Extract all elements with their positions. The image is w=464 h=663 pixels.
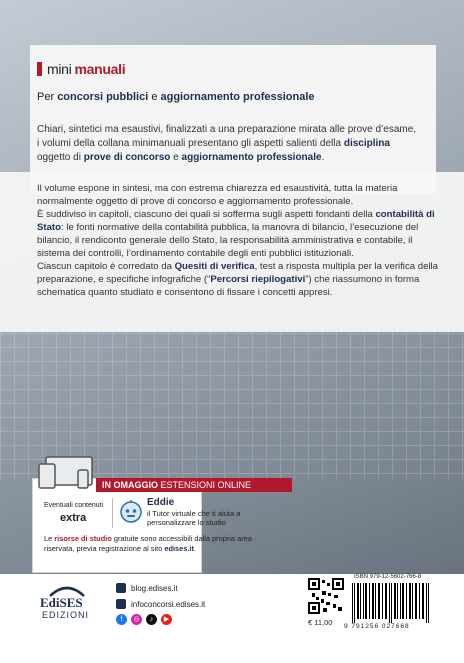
robot-icon [119, 500, 143, 526]
intro-paragraph [37, 123, 421, 165]
infoconcorsi-link-text: infoconcorsi.edises.it [131, 599, 206, 609]
price: € 11,00 [308, 618, 333, 627]
eddie-title: Eddie [147, 497, 175, 508]
publisher-sub: EDIZIONI [42, 610, 90, 620]
series-logo-mini: mini [47, 61, 72, 77]
social-icons [116, 614, 172, 625]
p3-text-c: ”) che riassumono in forma schematica quanto studiato e consentono di fissare i concetti appresi. [37, 274, 420, 298]
risorse-end: . [193, 543, 196, 553]
extra-caption: Eventuali contenuti [44, 502, 104, 509]
tagline-prefix: Per [37, 91, 58, 103]
risorse-site-link[interactable]: edises.it [164, 543, 194, 553]
risorse-bold: risorse di studio [54, 534, 112, 543]
intro-text-2: oggetto di [37, 152, 84, 163]
intro-bold-3: aggiornamento professionale [181, 152, 322, 163]
omaggio-banner [96, 478, 292, 492]
youtube-icon[interactable]: ▶ [161, 614, 172, 625]
publisher-name: EdiSES [40, 595, 83, 610]
info-icon [116, 599, 126, 609]
qr-code [308, 578, 344, 614]
tagline [37, 91, 315, 103]
tagline-mid: e [148, 91, 161, 103]
series-logo-mark [37, 62, 42, 76]
description-text [37, 182, 445, 299]
infoconcorsi-link[interactable] [116, 599, 205, 609]
p2-bold: contabilità di Stato [37, 209, 435, 233]
instagram-icon[interactable]: ◎ [131, 614, 142, 625]
description-p3 [37, 260, 445, 299]
description-p2 [37, 208, 445, 260]
p3-text-a: Ciascun capitolo è corredato da [37, 261, 175, 272]
isbn: ISBN 979-12-5602-766-8 [354, 574, 422, 580]
intro-text-3: e [170, 152, 182, 163]
risorse-mid: gratuite sono accessibili dalla propria area riservata, previa registrazione al sito [44, 534, 252, 553]
omaggio-rest: ESTENSIONI ONLINE [158, 480, 252, 490]
risorse-note [44, 534, 284, 553]
tagline-bold-1: concorsi pubblici [57, 91, 149, 103]
description-p1: Il volume espone in sintesi, ma con estrema chiarezza ed esaustività, tutta la materia normalmente oggetto di prove di concorso e aggiornamento professionale. [37, 183, 398, 207]
devices-icon [38, 456, 98, 490]
extra-label: extra [60, 512, 87, 524]
blog-icon [116, 583, 126, 593]
p3-bold-2: Percorsi riepilogativi [210, 274, 306, 285]
tagline-bold-2: aggiornamento professionale [160, 91, 315, 103]
omaggio-bold: IN OMAGGIO [102, 480, 158, 490]
p3-bold-1: Quesiti di verifica [174, 261, 255, 272]
intro-text-1: Chiari, sintetici ma esaustivi, finalizzati a una preparazione mirata alle prove d’esame, i volumi della collana minimanuali presentano gli aspetti salienti della [37, 124, 417, 149]
p2-text-a: È suddiviso in capitoli, ciascuno dei quali si sofferma sugli aspetti fondanti della [37, 209, 376, 220]
intro-text-4: . [321, 152, 325, 163]
intro-bold-2: prove di concorso [83, 152, 171, 163]
series-logo [37, 61, 125, 77]
p2-text-b: : le fonti normative della contabilità pubblica, la manovra di bilancio, l’esecuzione del bilancio, il rendiconto generale dello Stato, la responsabilità amministrativa e contabile, il sistema dei controlli, l’ordinamento contabile degli enti pubblici istituzionali. [37, 222, 419, 259]
blog-link[interactable] [116, 583, 178, 593]
facebook-icon[interactable]: f [116, 614, 127, 625]
series-logo-manuali: manuali [74, 61, 126, 77]
eddie-description: il Tutor virtuale che ti aiuta a personalizzare lo studio [147, 509, 241, 527]
omaggio-divider [112, 498, 113, 528]
barcode [352, 583, 430, 623]
barcode-number: 9 791256 027668 [344, 623, 410, 630]
intro-bold-1: disciplina [343, 138, 390, 149]
p3-text-b: , test a risposta multipla per la verifica della preparazione, e specifiche infografiche (“ [37, 261, 439, 285]
blog-link-text: blog.edises.it [131, 583, 178, 593]
tiktok-icon[interactable]: ♪ [146, 614, 157, 625]
risorse-pre: Le [44, 534, 55, 543]
